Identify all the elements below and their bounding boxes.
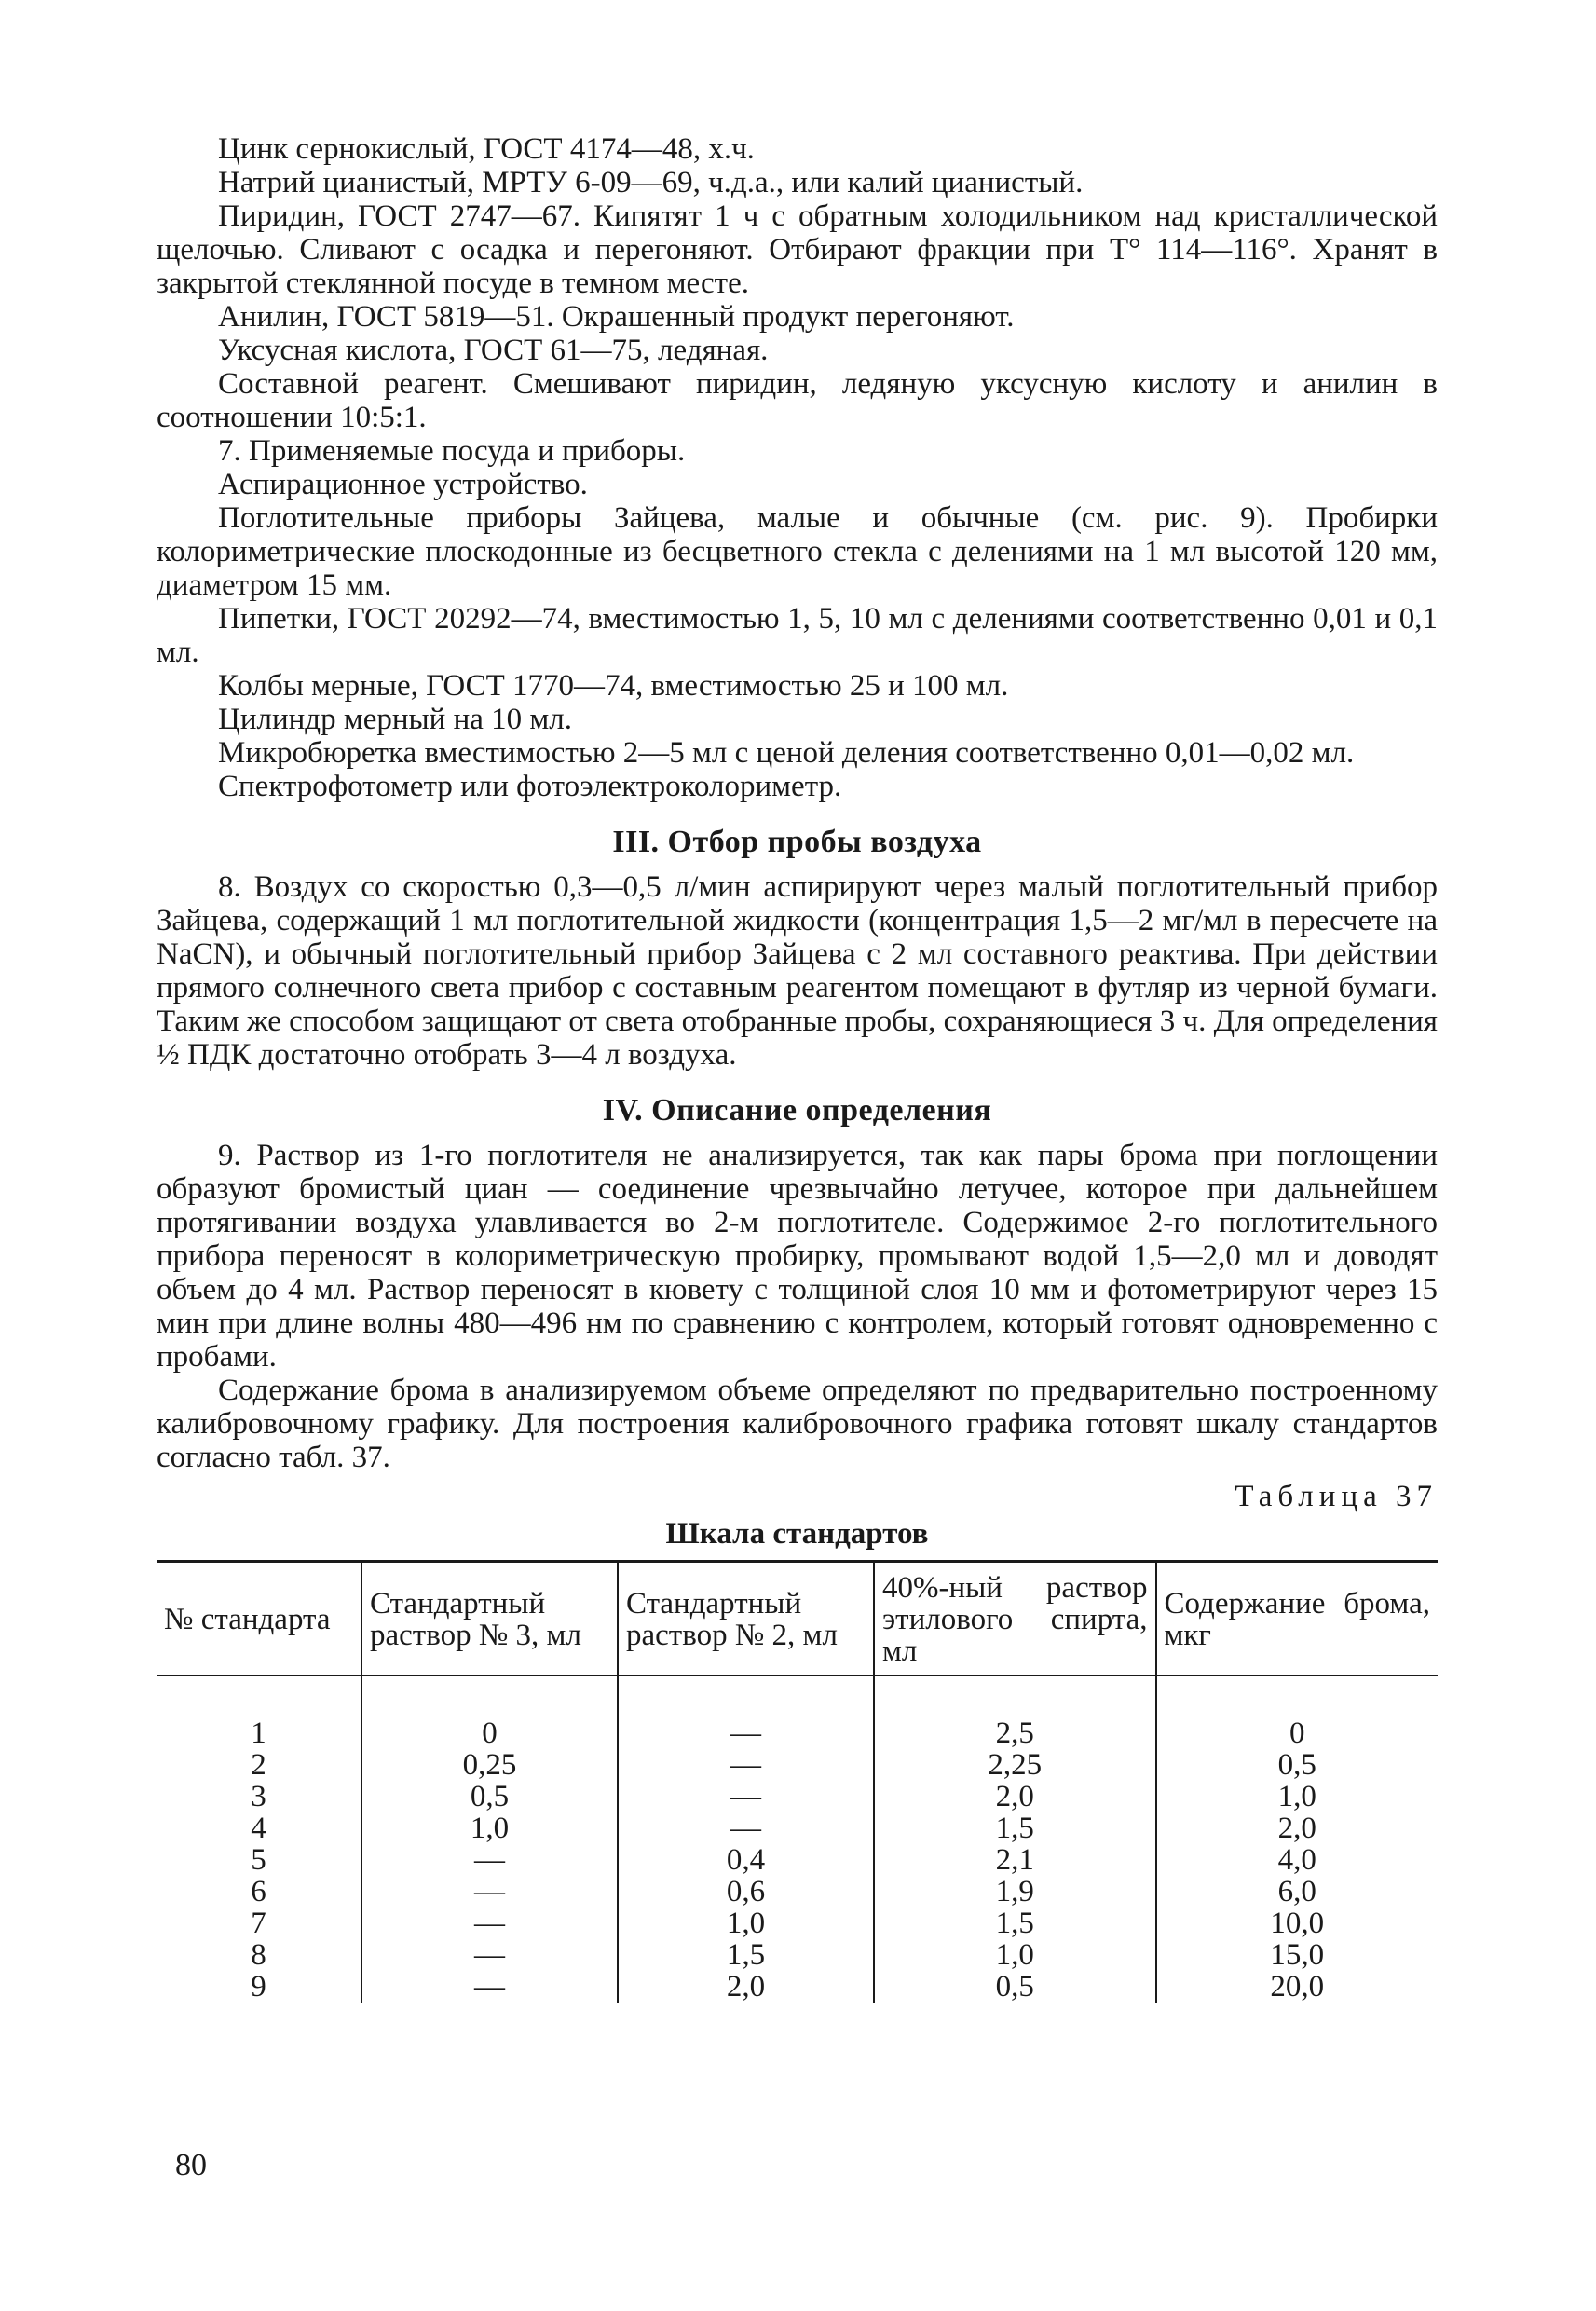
table-cell: 1,0 — [874, 1939, 1156, 1971]
table-spacer-row — [157, 1675, 1438, 1717]
table-cell: 2,0 — [618, 1971, 874, 2003]
header-ethanol-solution: 40%-ный раствор этилового спирта, мл — [874, 1562, 1156, 1676]
table-caption-row — [157, 1480, 1438, 1513]
table-cell: 2 — [251, 1748, 266, 1782]
table-row — [157, 1717, 1438, 1749]
table-cell: 1,9 — [874, 1876, 1156, 1908]
table-cell: 2,1 — [874, 1844, 1156, 1876]
table-cell: 2,0 — [1156, 1812, 1439, 1844]
table-cell: 15,0 — [1156, 1939, 1439, 1971]
paragraph-absorbers: Поглотительные приборы Зайцева, малые и обычные (см. рис. 9). Пробирки колориметрические плоскодонные из бесцветного стекла с делениями на 1 мл высотой 120 мм, диаметром 15 мм. — [157, 501, 1438, 602]
paragraph-pyridine: Пиридин, ГОСТ 2747—67. Кипятят 1 ч с обратным холодильником над кристаллической щелочью. Сливают с осадка и перегоняют. Отбирают фракции при Т° 114—116°. Хранят в закрытой стеклянной посуде в темном месте. — [157, 199, 1438, 300]
paragraph-sodium-cyanide: Натрий цианистый, МРТУ 6-09—69, ч.д.а., или калий цианистый. — [218, 166, 1084, 199]
table-cell: — — [618, 1749, 874, 1781]
header-standard-number: № стандарта — [157, 1562, 361, 1676]
table-cell: 1,5 — [874, 1812, 1156, 1844]
section-heading-determination: IV. Описание определения — [602, 1093, 992, 1128]
table-cell: 1,0 — [618, 1908, 874, 1939]
table-cell: 2,0 — [874, 1781, 1156, 1812]
section-heading-air-sampling: III. Отбор пробы воздуха — [612, 825, 982, 859]
table-cell: — — [361, 1908, 618, 1939]
table-cell: 1 — [251, 1716, 266, 1750]
standards-table — [157, 1560, 1438, 2003]
table-cell: 0,5 — [1156, 1749, 1439, 1781]
header-bromine-content: Содержание брома, мкг — [1156, 1562, 1439, 1676]
page-number: 80 — [175, 2148, 207, 2182]
paragraph-determination: 9. Раствор из 1-го поглотителя не анализируется, так как пары брома при поглощении образуют бромистый циан — соединение чрезвычайно летучее, которое при дальнейшем протягивании воздуха улавливается во 2-м поглотителе. Содержимое 2-го поглотительного прибора переносят в колориметрическую пробирку, промывают водой 1,5—2,0 мл и доводят объем до 4 мл. Раствор переносят в кювету с толщиной слоя 10 мм и фотометрируют через 15 мин при длине волны 480—496 нм по сравнению с контролем, который готовят одновременно с пробами. — [157, 1139, 1438, 1374]
paragraph-acetic-acid: Уксусная кислота, ГОСТ 61—75, ледяная. — [218, 334, 769, 367]
table-cell: 3 — [251, 1780, 266, 1813]
table-cell: 4,0 — [1156, 1844, 1439, 1876]
paragraph-zinc-sulfate: Цинк сернокислый, ГОСТ 4174—48, х.ч. — [218, 132, 755, 166]
table-cell: — — [361, 1971, 618, 2003]
paragraph-microburette: Микробюретка вместимостью 2—5 мл с ценой деления соответственно 0,01—0,02 мл. — [218, 736, 1355, 770]
table-row — [157, 1812, 1438, 1844]
paragraph-spectrophotometer: Спектрофотометр или фотоэлектроколориметр. — [218, 770, 842, 803]
table-cell: 1,0 — [1156, 1781, 1439, 1812]
table-row — [157, 1908, 1438, 1939]
table-cell: 2,25 — [874, 1749, 1156, 1781]
table-cell: 7 — [251, 1907, 266, 1940]
table-cell: 0,6 — [618, 1876, 874, 1908]
table-row — [157, 1844, 1438, 1876]
paragraph-aspiration-device: Аспирационное устройство. — [218, 468, 588, 501]
table-cell: 10,0 — [1156, 1908, 1439, 1939]
table-row — [157, 1749, 1438, 1781]
paragraph-flasks: Колбы мерные, ГОСТ 1770—74, вместимостью 25 и 100 мл. — [218, 669, 1009, 703]
table-cell: 5 — [251, 1843, 266, 1877]
paragraph-pipettes: Пипетки, ГОСТ 20292—74, вместимостью 1, 5, 10 мл с делениями соответственно 0,01 и 0,1 мл. — [157, 602, 1438, 669]
paragraph-equipment-heading: 7. Применяемые посуда и приборы. — [218, 434, 686, 468]
table-row — [157, 1939, 1438, 1971]
paragraph-aniline: Анилин, ГОСТ 5819—51. Окрашенный продукт перегоняют. — [218, 300, 1015, 334]
paragraph-composite-reagent: Составной реагент. Смешивают пиридин, ледяную уксусную кислоту и анилин в соотношении 10:5:1. — [157, 367, 1438, 434]
table-cell: 6,0 — [1156, 1876, 1439, 1908]
table-cell: 20,0 — [1156, 1971, 1439, 2003]
table-cell: — — [361, 1939, 618, 1971]
table-cell: 1,5 — [618, 1939, 874, 1971]
table-row — [157, 1876, 1438, 1908]
table-cell: 0 — [361, 1717, 618, 1749]
table-cell: — — [618, 1717, 874, 1749]
table-cell: 0,5 — [874, 1971, 1156, 2003]
header-standard-solution-2: Стандартный раствор № 2, мл — [618, 1562, 874, 1676]
table-cell: 8 — [251, 1938, 266, 1972]
table-row — [157, 1781, 1438, 1812]
body-text — [157, 132, 1438, 2003]
table-cell: 1,5 — [874, 1908, 1156, 1939]
table-header-row — [157, 1562, 1438, 1676]
table-cell: — — [361, 1876, 618, 1908]
table-title: Шкала стандартов — [665, 1517, 929, 1551]
table-cell: 0 — [1156, 1717, 1439, 1749]
table-row — [157, 1971, 1438, 2003]
table-cell: 9 — [251, 1970, 266, 2003]
table-cell: 0,5 — [361, 1781, 618, 1812]
header-standard-solution-3: Стандартный раствор № 3, мл — [361, 1562, 618, 1676]
table-cell: — — [361, 1844, 618, 1876]
table-cell: 2,5 — [874, 1717, 1156, 1749]
table-cell: 6 — [251, 1875, 266, 1908]
table-cell: — — [618, 1812, 874, 1844]
table-cell: 0,4 — [618, 1844, 874, 1876]
paragraph-air-sampling: 8. Воздух со скоростью 0,3—0,5 л/мин аспирируют через малый поглотительный прибор Зайцева, содержащий 1 мл поглотительной жидкости (концентрация 1,5—2 мг/мл в пересчете на NaCN), и обычный поглотительный прибор Зайцева с 2 мл составного реактива. При действии прямого солнечного света прибор с составным реагентом помещают в футляр из черной бумаги. Таким же способом защищают от света отобранные пробы, сохраняющиеся 3 ч. Для определения ½ ПДК достаточно отобрать 3—4 л воздуха. — [157, 870, 1438, 1072]
table-cell: 1,0 — [361, 1812, 618, 1844]
table-cell: 0,25 — [361, 1749, 618, 1781]
table-cell: 4 — [251, 1812, 266, 1845]
paragraph-cylinder: Цилиндр мерный на 10 мл. — [218, 703, 572, 736]
table-cell: — — [618, 1781, 874, 1812]
table-label: Таблица 37 — [1235, 1480, 1438, 1513]
paragraph-calibration: Содержание брома в анализируемом объеме определяют по предварительно построенному калибровочному графику. Для построения калибровочного графика готовят шкалу стандартов согласно табл. 37. — [157, 1374, 1438, 1474]
